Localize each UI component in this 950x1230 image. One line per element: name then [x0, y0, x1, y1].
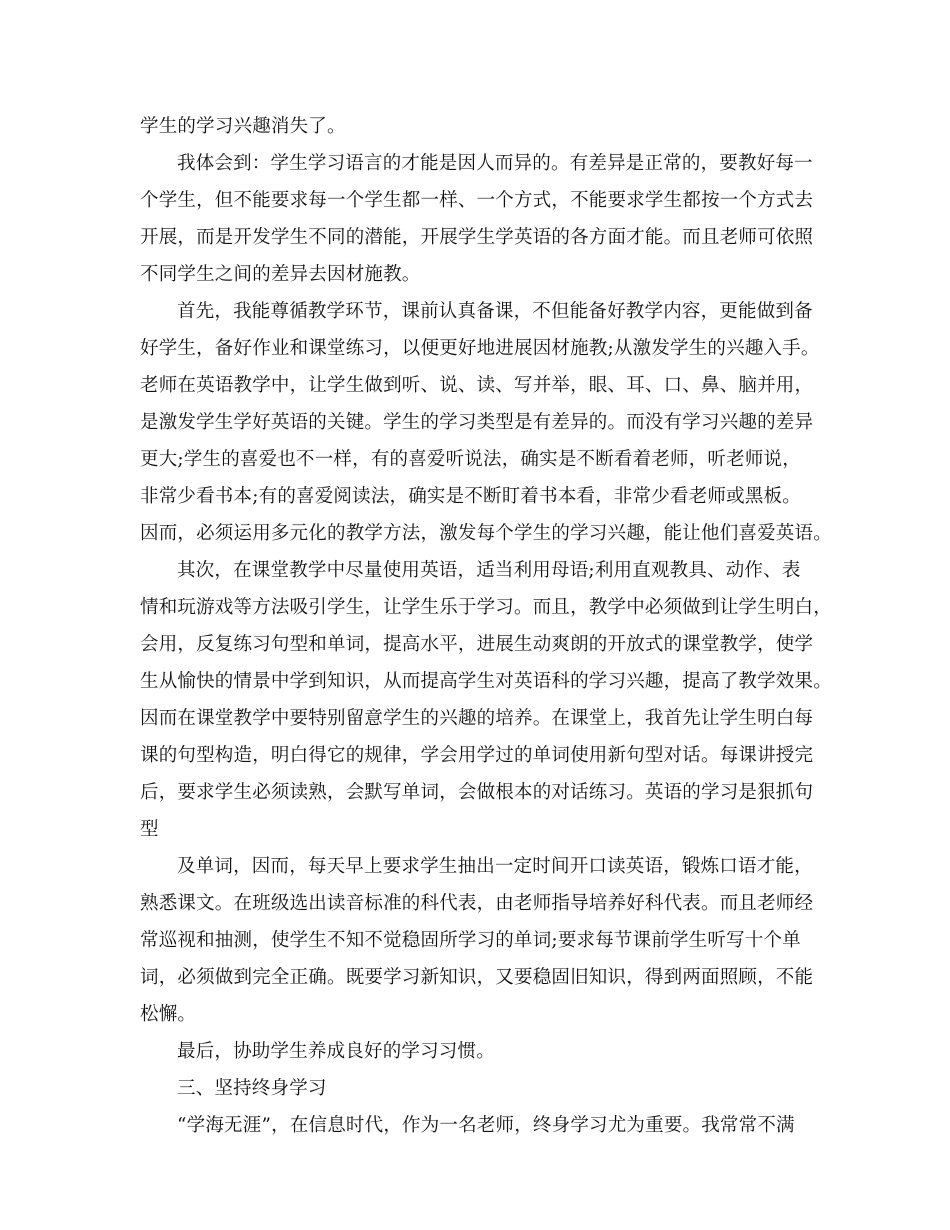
- text-line: 因而，必须运用多元化的教学方法，激发每个学生的学习兴趣，能让他们喜爱英语。: [140, 523, 832, 544]
- text-line: 开展，而是开发学生不同的潜能，开展学生学英语的各方面才能。而且老师可依照: [140, 227, 814, 248]
- text-line: 老师在英语教学中，让学生做到听、说、读、写并举，眼、耳、口、鼻、脑并用，: [140, 375, 814, 396]
- text-line: 我体会到：学生学习语言的才能是因人而异的。有差异是正常的，要教好每一: [177, 153, 813, 174]
- section-heading: 三、坚持终身学习: [177, 1078, 327, 1099]
- text-line: 好学生，备好作业和课堂练习，以便更好地进展因材施教;从激发学生的兴趣入手。: [140, 338, 820, 359]
- text-line: 更大;学生的喜爱也不一样，有的喜爱听说法，确实是不断看着老师，听老师说，: [140, 449, 801, 470]
- text-line: 最后，协助学生养成良好的学习习惯。: [177, 1041, 495, 1062]
- text-line: 常巡视和抽测，使学生不知不觉稳固所学习的单词;要求每节课前学生听写十个单: [140, 930, 801, 951]
- text-line: 个学生，但不能要求每一个学生都一样、一个方式，不能要求学生都按一个方式去: [140, 190, 814, 211]
- text-line: 松懈。: [140, 1004, 197, 1025]
- text-line: 词，必须做到完全正确。既要学习新知识，又要稳固旧知识，得到两面照顾，不能: [140, 967, 814, 988]
- text-line: “学海无涯”，在信息时代，作为一名老师，终身学习尤为重要。我常常不满: [177, 1115, 795, 1136]
- text-line: 课的句型构造，明白得它的规律，学会用学过的单词使用新句型对话。每课讲授完: [140, 745, 814, 766]
- text-line: 因而在课堂教学中要特别留意学生的兴趣的培养。在课堂上，我首先让学生明白每: [140, 708, 814, 729]
- text-line: 其次，在课堂教学中尽量使用英语，适当利用母语;利用直观教具、动作、表: [177, 560, 801, 581]
- text-line: 不同学生之间的差异去因材施教。: [140, 264, 421, 285]
- text-line: 首先，我能尊循教学环节，课前认真备课，不但能备好教学内容，更能做到备: [177, 301, 813, 322]
- text-line: 非常少看书本;有的喜爱阅读法，确实是不断盯着书本看，非常少看老师或黑板。: [140, 486, 801, 507]
- text-line: 情和玩游戏等方法吸引学生，让学生乐于学习。而且，教学中必须做到让学生明白，: [140, 597, 832, 618]
- text-line: 熟悉课文。在班级选出读音标准的科代表，由老师指导培养好科代表。而且老师经: [140, 893, 814, 914]
- text-line: 会用，反复练习句型和单词，提高水平，进展生动爽朗的开放式的课堂教学，使学: [140, 634, 814, 655]
- text-line: 后，要求学生必须读熟，会默写单词，会做根本的对话练习。英语的学习是狠抓句: [140, 782, 814, 803]
- text-line: 型: [140, 819, 159, 840]
- text-line: 学生的学习兴趣消失了。: [140, 116, 346, 137]
- text-line: 及单词，因而，每天早上要求学生抽出一定时间开口读英语，锻炼口语才能，: [177, 856, 813, 877]
- text-line: 生从愉快的情景中学到知识，从而提高学生对英语科的学习兴趣，提高了教学效果。: [140, 671, 832, 692]
- text-line: 是激发学生学好英语的关键。学生的学习类型是有差异的。而没有学习兴趣的差异: [140, 412, 814, 433]
